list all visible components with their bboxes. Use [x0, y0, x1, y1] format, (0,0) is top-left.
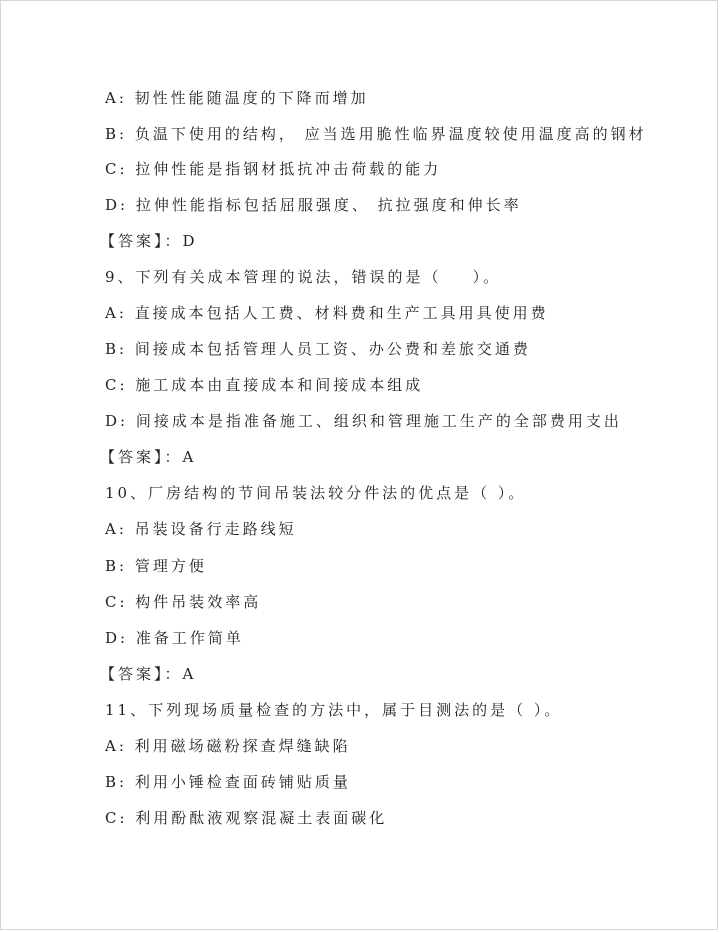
option-line: D: 拉伸性能指标包括屈服强度、 抗拉强度和伸长率: [105, 196, 522, 214]
option-line: A: 直接成本包括人工费、材料费和生产工具用具使用费: [105, 304, 549, 322]
option-line: C: 利用酚酞液观察混凝土表面碳化: [105, 809, 388, 827]
question-line: 9、下列有关成本管理的说法，错误的是（ ）。: [105, 268, 502, 286]
answer-line: 【答案】：A: [100, 448, 197, 466]
option-line: D: 间接成本是指准备施工、组织和管理施工生产的全部费用支出: [105, 412, 622, 430]
option-line: A: 利用磁场磁粉探查焊缝缺陷: [105, 737, 351, 755]
option-line: C: 拉伸性能是指钢材抵抗冲击荷载的能力: [105, 160, 442, 178]
answer-line: 【答案】：A: [100, 665, 197, 683]
option-line: A: 吊装设备行走路线短: [105, 520, 297, 538]
option-line: B: 负温下使用的结构， 应当选用脆性临界温度较使用温度高的钢材: [105, 125, 647, 143]
option-line: C: 构件吊装效率高: [105, 593, 262, 611]
option-line: D: 准备工作简单: [105, 629, 244, 647]
option-line: B: 管理方便: [105, 557, 207, 575]
question-line: 11、下列现场质量检查的方法中，属于目测法的是（ ）。: [105, 701, 563, 719]
option-line: B: 间接成本包括管理人员工资、办公费和差旅交通费: [105, 340, 531, 358]
option-line: B: 利用小锤检查面砖铺贴质量: [105, 773, 351, 791]
option-line: C: 施工成本由直接成本和间接成本组成: [105, 376, 424, 394]
option-line: A: 韧性性能随温度的下降而增加: [105, 89, 369, 107]
answer-line: 【答案】：D: [100, 232, 198, 250]
question-line: 10、厂房结构的节间吊装法较分件法的优点是（ ）。: [105, 484, 527, 502]
